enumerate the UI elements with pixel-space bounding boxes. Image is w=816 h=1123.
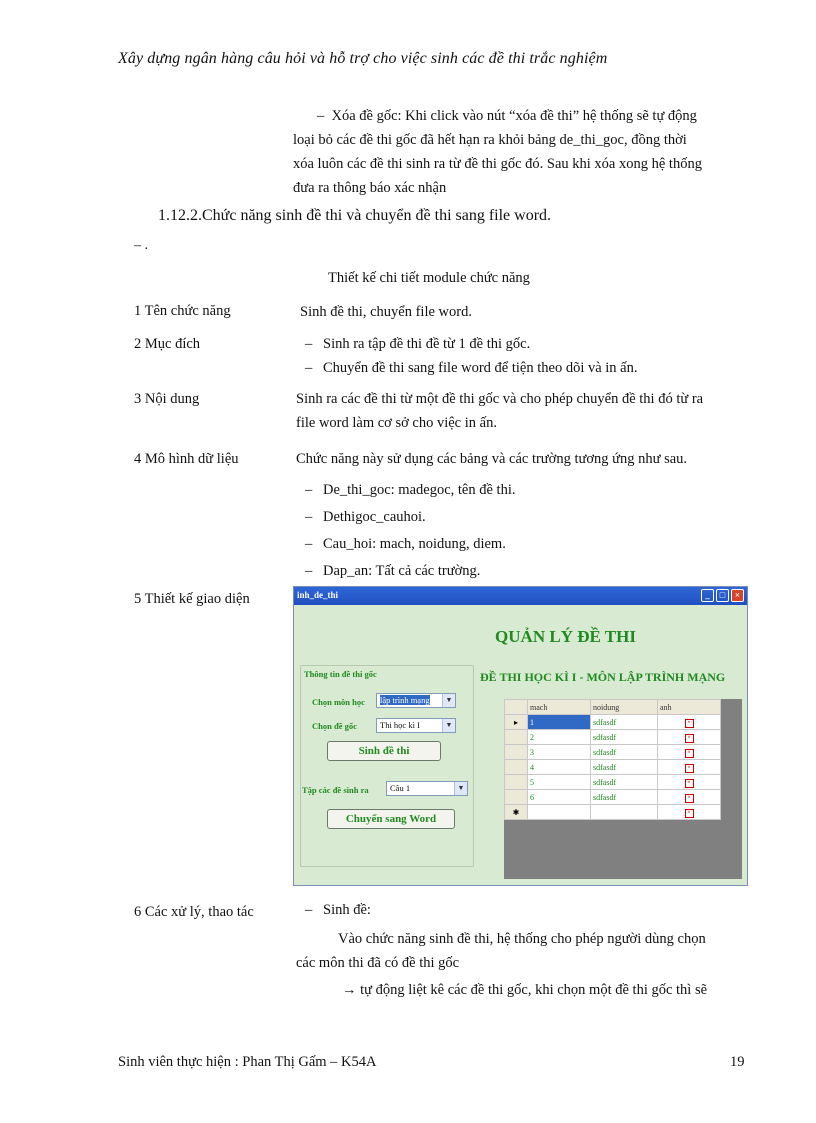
image-cell[interactable] — [658, 805, 721, 820]
row-4-item-text: De_thi_goc: madegoc, tên đề thi. — [323, 482, 516, 498]
image-cell[interactable] — [658, 760, 721, 775]
row-6-line: các môn thi đã có đề thi gốc — [296, 955, 460, 971]
image-cell[interactable] — [658, 790, 721, 805]
row-4-item: – Dap_an: Tất cả các trường. — [305, 563, 481, 579]
column-header[interactable]: anh — [658, 700, 721, 715]
row-marker: ▸ — [505, 715, 528, 730]
app-window-screenshot — [293, 586, 748, 886]
broken-image-icon: × — [685, 794, 694, 803]
row-4-label: 4 Mô hình dữ liệu — [134, 451, 239, 467]
row-6-item: – Sinh đề: — [305, 902, 371, 918]
footer-author: Sinh viên thực hiện : Phan Thị Gấm – K54A — [118, 1054, 377, 1070]
row-1-content: Sinh đề thi, chuyển file word. — [300, 304, 472, 320]
noidung-cell[interactable]: sdfasdf — [591, 790, 658, 805]
page-number: 19 — [730, 1054, 745, 1070]
intro-line-2: loại bỏ các đề thi gốc đã hết hạn ra khỏi bảng de_thi_goc, đồng thời — [293, 132, 687, 148]
row-2-list — [305, 332, 638, 380]
row-2-item-text: Chuyển đề thi sang file word để tiện theo dõi và in ấn. — [323, 360, 638, 376]
row-6-paragraph — [296, 927, 746, 1002]
row-2-item: – Sinh ra tập đề thi đề từ 1 đề thi gốc. — [305, 336, 531, 352]
row-4-intro: Chức năng này sử dụng các bảng và các trường tương ứng như sau. — [296, 451, 688, 467]
generated-set-select[interactable] — [386, 781, 468, 796]
row-4-item-text: Dap_an: Tất cả các trường. — [323, 563, 481, 579]
export-word-button[interactable]: Chuyển sang Word — [327, 809, 455, 829]
exam-subtitle: ĐỀ THI HỌC KÌ I - MÔN LẬP TRÌNH MẠNG — [480, 670, 726, 684]
intro-line-4: đưa ra thông báo xác nhận — [293, 180, 447, 196]
intro-paragraph — [293, 104, 753, 200]
generated-set-value: Câu 1 — [390, 783, 411, 793]
row-header-cell — [505, 700, 528, 715]
mach-cell[interactable]: 6 — [528, 790, 591, 805]
mach-cell[interactable]: 5 — [528, 775, 591, 790]
row-marker: ✱ — [505, 805, 528, 820]
generate-exam-button[interactable]: Sinh đề thi — [327, 741, 441, 761]
generated-set-label: Tập các đề sinh ra — [302, 785, 369, 795]
app-title: QUẢN LÝ ĐỀ THI — [495, 627, 636, 646]
intro-text-1: Xóa đề gốc: Khi click vào nút “xóa đề thi” hệ thống sẽ tự động — [331, 108, 697, 124]
broken-image-icon: × — [685, 809, 694, 818]
row-4-item-text: Dethigoc_cauhoi. — [323, 509, 426, 525]
mach-cell[interactable] — [528, 805, 591, 820]
window-titlebar — [294, 587, 747, 605]
broken-image-icon: × — [685, 779, 694, 788]
image-cell[interactable] — [658, 745, 721, 760]
mach-cell[interactable]: 2 — [528, 730, 591, 745]
noidung-cell[interactable]: sdfasdf — [591, 730, 658, 745]
noidung-cell[interactable]: sdfasdf — [591, 775, 658, 790]
column-header[interactable]: mach — [528, 700, 591, 715]
row-6-item-text: Sinh đề: — [323, 902, 371, 918]
chevron-down-icon[interactable]: ▼ — [454, 782, 467, 795]
broken-image-icon: × — [685, 719, 694, 728]
arrow-right-icon: → — [342, 982, 357, 998]
image-cell[interactable] — [658, 715, 721, 730]
minimize-icon[interactable]: _ — [701, 589, 714, 602]
maximize-icon[interactable]: □ — [716, 589, 729, 602]
image-cell[interactable] — [658, 730, 721, 745]
row-marker — [505, 790, 528, 805]
row-4-item: – De_thi_goc: madegoc, tên đề thi. — [305, 482, 516, 498]
table-row[interactable] — [505, 760, 721, 775]
subject-value: lập trình mạng — [380, 695, 430, 705]
grid-table — [504, 699, 721, 820]
source-exam-value: Thi học kì I — [380, 720, 420, 730]
row-4-list — [305, 477, 515, 585]
row-marker — [505, 745, 528, 760]
page-header: Xây dựng ngân hàng câu hỏi và hỗ trợ cho việc sinh các đề thi trắc nghiệm — [118, 50, 608, 67]
table-row[interactable] — [505, 790, 721, 805]
table-row-new[interactable] — [505, 805, 721, 820]
group-title: Thông tin đề thi gốc — [304, 669, 377, 679]
row-6-line: Vào chức năng sinh đề thi, hệ thống cho phép người dùng chọn — [338, 931, 706, 947]
window-title: inh_de_thi — [297, 590, 339, 600]
row-4-item: – Dethigoc_cauhoi. — [305, 509, 426, 525]
mach-cell[interactable]: 1 — [528, 715, 591, 730]
section-heading: 1.12.2.Chức năng sinh đề thi và chuyển đề thi sang file word. — [158, 207, 552, 224]
column-header[interactable]: noidung — [591, 700, 658, 715]
row-1-label: 1 Tên chức năng — [134, 303, 231, 319]
noidung-cell[interactable]: sdfasdf — [591, 715, 658, 730]
row-5-label: 5 Thiết kế giao diện — [134, 591, 250, 607]
noidung-cell[interactable]: sdfasdf — [591, 745, 658, 760]
row-4-item: – Cau_hoi: mach, noidung, diem. — [305, 536, 506, 552]
mach-cell[interactable]: 4 — [528, 760, 591, 775]
chevron-down-icon[interactable]: ▼ — [442, 719, 455, 732]
table-row[interactable] — [505, 775, 721, 790]
row-6-arrow-line — [296, 978, 746, 1002]
close-icon[interactable]: × — [731, 589, 744, 602]
table-row[interactable] — [505, 730, 721, 745]
intro-line-3: xóa luôn các đề thi sinh ra từ đề thi gốc đó. Sau khi xóa xong hệ thống — [293, 156, 702, 172]
table-row[interactable] — [505, 745, 721, 760]
chevron-down-icon[interactable]: ▼ — [442, 694, 455, 707]
row-2-item-text: Sinh ra tập đề thi đề từ 1 đề thi gốc. — [323, 336, 531, 352]
noidung-cell[interactable] — [591, 805, 658, 820]
row-marker — [505, 775, 528, 790]
table-title: Thiết kế chi tiết module chức năng — [328, 270, 530, 286]
broken-image-icon: × — [685, 764, 694, 773]
intro-line-1 — [293, 104, 753, 128]
row-3-content — [296, 387, 703, 435]
question-grid[interactable] — [504, 699, 742, 879]
row-marker — [505, 760, 528, 775]
noidung-cell[interactable]: sdfasdf — [591, 760, 658, 775]
grid-header-row — [505, 700, 721, 715]
image-cell[interactable] — [658, 775, 721, 790]
mach-cell[interactable]: 3 — [528, 745, 591, 760]
row-6-label: 6 Các xử lý, thao tác — [134, 904, 254, 920]
source-exam-select[interactable] — [376, 718, 456, 733]
row-3-label: 3 Nội dung — [134, 391, 200, 407]
row-2-label: 2 Mục đích — [134, 336, 201, 352]
source-exam-label: Chọn đề gốc — [312, 721, 357, 731]
subject-select[interactable] — [376, 693, 456, 708]
subject-label: Chọn môn học — [312, 697, 365, 707]
broken-image-icon: × — [685, 749, 694, 758]
row-marker — [505, 730, 528, 745]
row-4-item-text: Cau_hoi: mach, noidung, diem. — [323, 536, 506, 552]
row-3-line: Sinh ra các đề thi từ một đề thi gốc và cho phép chuyển đề thi đó từ ra — [296, 391, 704, 407]
dash: – — [317, 108, 325, 124]
row-3-line: file word làm cơ sở cho việc in ấn. — [296, 415, 497, 431]
broken-image-icon: × — [685, 734, 694, 743]
stray-mark: – . — [134, 238, 148, 253]
row-6-arrow-text: tự động liệt kê các đề thi gốc, khi chọn một đề thi gốc thì sẽ — [360, 982, 708, 998]
row-2-item: – Chuyển đề thi sang file word để tiện theo dõi và in ấn. — [305, 360, 638, 376]
table-row[interactable] — [505, 715, 721, 730]
